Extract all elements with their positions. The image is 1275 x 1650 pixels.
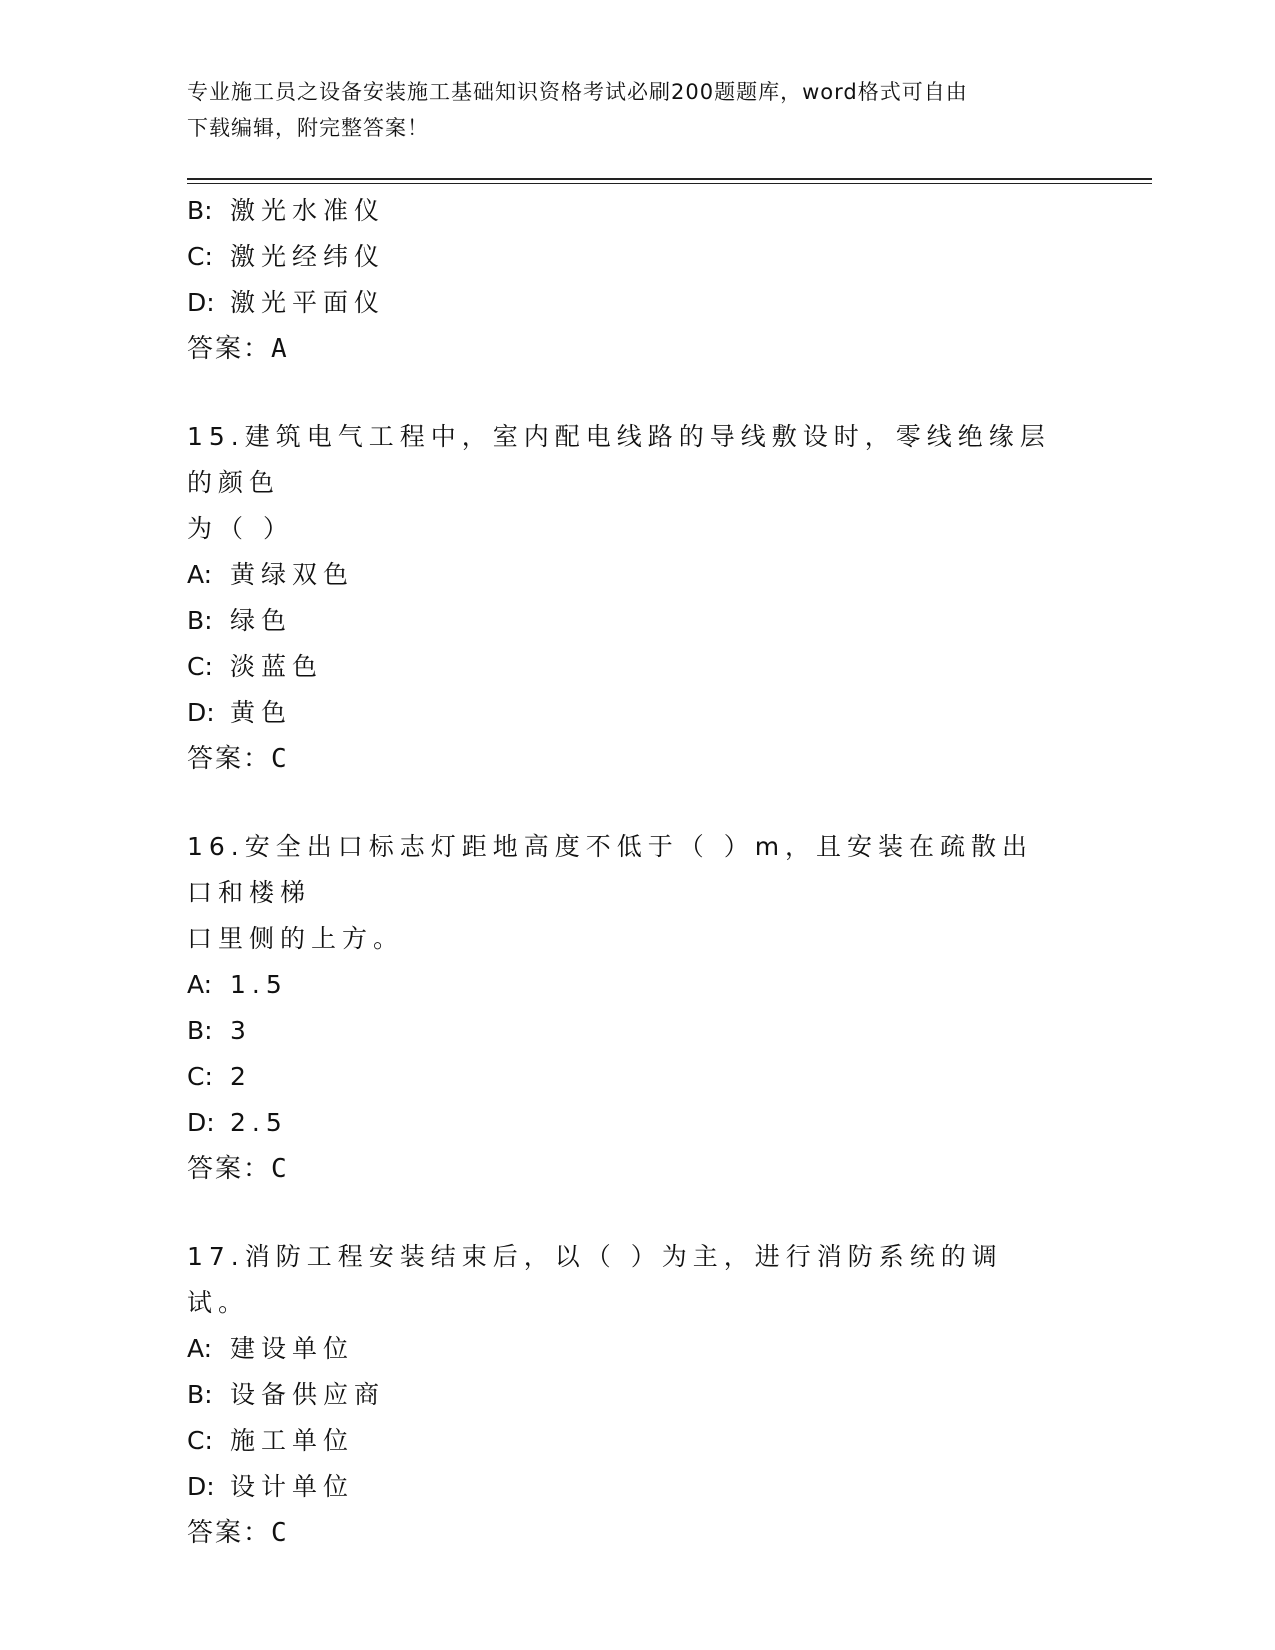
question-text-line-2: 口里侧的上方。	[187, 924, 405, 953]
option-a	[187, 552, 1087, 598]
option-text: 设计单位	[230, 1472, 355, 1501]
option-text: 设备供应商	[230, 1380, 386, 1409]
option-text: 2	[230, 1062, 252, 1091]
question-15	[187, 414, 1087, 782]
option-letter: B:	[187, 606, 213, 635]
option-text: 施工单位	[230, 1426, 355, 1455]
option-text: 建设单位	[230, 1334, 355, 1363]
option-text: 2.5	[230, 1108, 288, 1137]
option-letter: D:	[187, 698, 215, 727]
document-header	[187, 74, 1087, 146]
option-a	[187, 1326, 1087, 1372]
option-text: 黄绿双色	[230, 560, 355, 589]
option-c	[187, 1054, 1087, 1100]
option-letter: C:	[187, 1426, 213, 1455]
answer-line	[187, 326, 1087, 372]
header-divider-thick	[187, 178, 1152, 180]
option-b	[187, 1008, 1087, 1054]
answer-label: 答案：	[187, 1518, 272, 1548]
option-letter: D:	[187, 1472, 215, 1501]
option-letter: A:	[187, 1334, 213, 1363]
answer-label: 答案：	[187, 1154, 272, 1184]
option-d	[187, 1464, 1087, 1510]
option-letter: B:	[187, 196, 213, 225]
option-c	[187, 1418, 1087, 1464]
option-letter: D:	[187, 1108, 215, 1137]
option-letter: A:	[187, 560, 213, 589]
option-c	[187, 644, 1087, 690]
question-list	[187, 188, 1087, 1556]
question-text	[187, 414, 1057, 552]
answer-value: C	[271, 744, 289, 774]
answer-line	[187, 736, 1087, 782]
answer-label: 答案：	[187, 334, 272, 364]
option-letter: C:	[187, 652, 213, 681]
option-text: 淡蓝色	[230, 652, 324, 681]
header-line-1: 专业施工员之设备安装施工基础知识资格考试必刷200题题库，word格式可自由	[187, 80, 968, 104]
option-b	[187, 598, 1087, 644]
option-letter: D:	[187, 288, 215, 317]
option-text: 黄色	[230, 698, 293, 727]
option-d	[187, 690, 1087, 736]
option-b	[187, 1372, 1087, 1418]
header-line-2: 下载编辑，附完整答案！	[187, 116, 429, 140]
option-letter: B:	[187, 1380, 213, 1409]
option-d	[187, 1100, 1087, 1146]
option-text: 激光水准仪	[230, 196, 386, 225]
answer-value: C	[271, 1518, 289, 1548]
answer-value: A	[271, 334, 289, 364]
question-17	[187, 1234, 1087, 1556]
question-text	[187, 1234, 1057, 1326]
answer-value: C	[271, 1154, 289, 1184]
question-text-line-1: 15.建筑电气工程中，室内配电线路的导线敷设时，零线绝缘层的颜色	[187, 422, 1051, 497]
option-c	[187, 234, 1087, 280]
question-text-line-2: 为（ ）	[187, 514, 294, 543]
option-letter: C:	[187, 242, 213, 271]
question-text-line-1: 17.消防工程安装结束后，以（ ）为主，进行消防系统的调试。	[187, 1242, 1003, 1317]
answer-label: 答案：	[187, 744, 272, 774]
option-b	[187, 188, 1087, 234]
option-letter: A:	[187, 970, 213, 999]
answer-line	[187, 1146, 1087, 1192]
option-text: 绿色	[230, 606, 293, 635]
spacer	[187, 1192, 1087, 1234]
option-d	[187, 280, 1087, 326]
option-letter: C:	[187, 1062, 213, 1091]
question-14	[187, 188, 1087, 372]
spacer	[187, 372, 1087, 414]
option-text: 激光平面仪	[230, 288, 386, 317]
option-text: 3	[230, 1016, 252, 1045]
option-text: 激光经纬仪	[230, 242, 386, 271]
question-text	[187, 824, 1057, 962]
option-a	[187, 962, 1087, 1008]
question-text-line-1: 16.安全出口标志灯距地高度不低于（ ）m，且安装在疏散出口和楼梯	[187, 832, 1034, 907]
spacer	[187, 782, 1087, 824]
option-text: 1.5	[230, 970, 288, 999]
option-letter: B:	[187, 1016, 213, 1045]
question-16	[187, 824, 1087, 1192]
header-divider-thin	[187, 183, 1152, 184]
answer-line	[187, 1510, 1087, 1556]
